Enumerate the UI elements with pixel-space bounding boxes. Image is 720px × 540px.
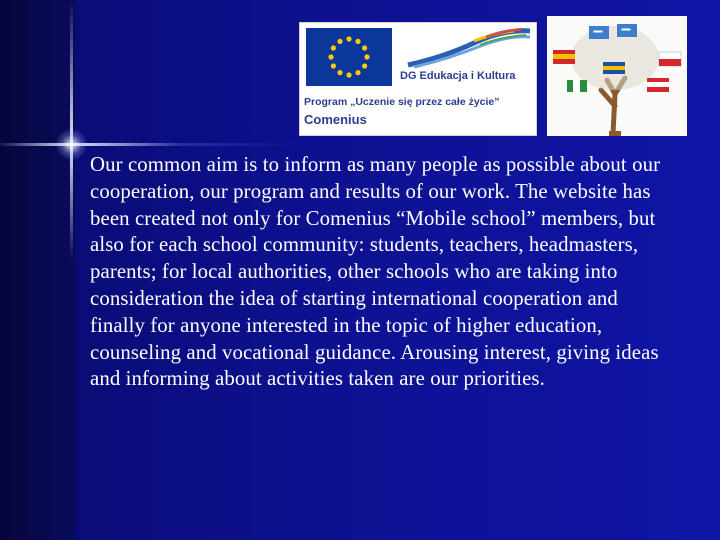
dg-label: DG Edukacja i Kultura [400,70,516,82]
comenius-logo-banner [299,22,537,136]
swoosh-logo-icon [404,27,532,69]
program-label: Program „Uczenie się przez całe życie” [304,96,500,108]
sparkle-horizontal-ray [0,143,300,146]
comenius-label: Comenius [304,112,367,127]
slide-body-text [90,152,670,393]
left-decorative-band [0,0,75,540]
sparkle-star-icon [56,129,87,160]
eu-flag-icon [306,28,392,86]
body-paragraph: Our common aim is to inform as many people as possible about our cooperation, our program and results of our work. The website has been created not only for Comenius “Mobile school” members, but also for each school community: students, teachers, headmasters, parents; for local authorities, other schools who are taking into consideration the idea of starting international cooperation and finally for anyone interested in the topic of higher education, counseling and vocational guidance. Arousing interest, giving ideas and informing about activities taken are our priorities. [90,153,661,391]
tree-with-flags-icon [547,16,687,136]
